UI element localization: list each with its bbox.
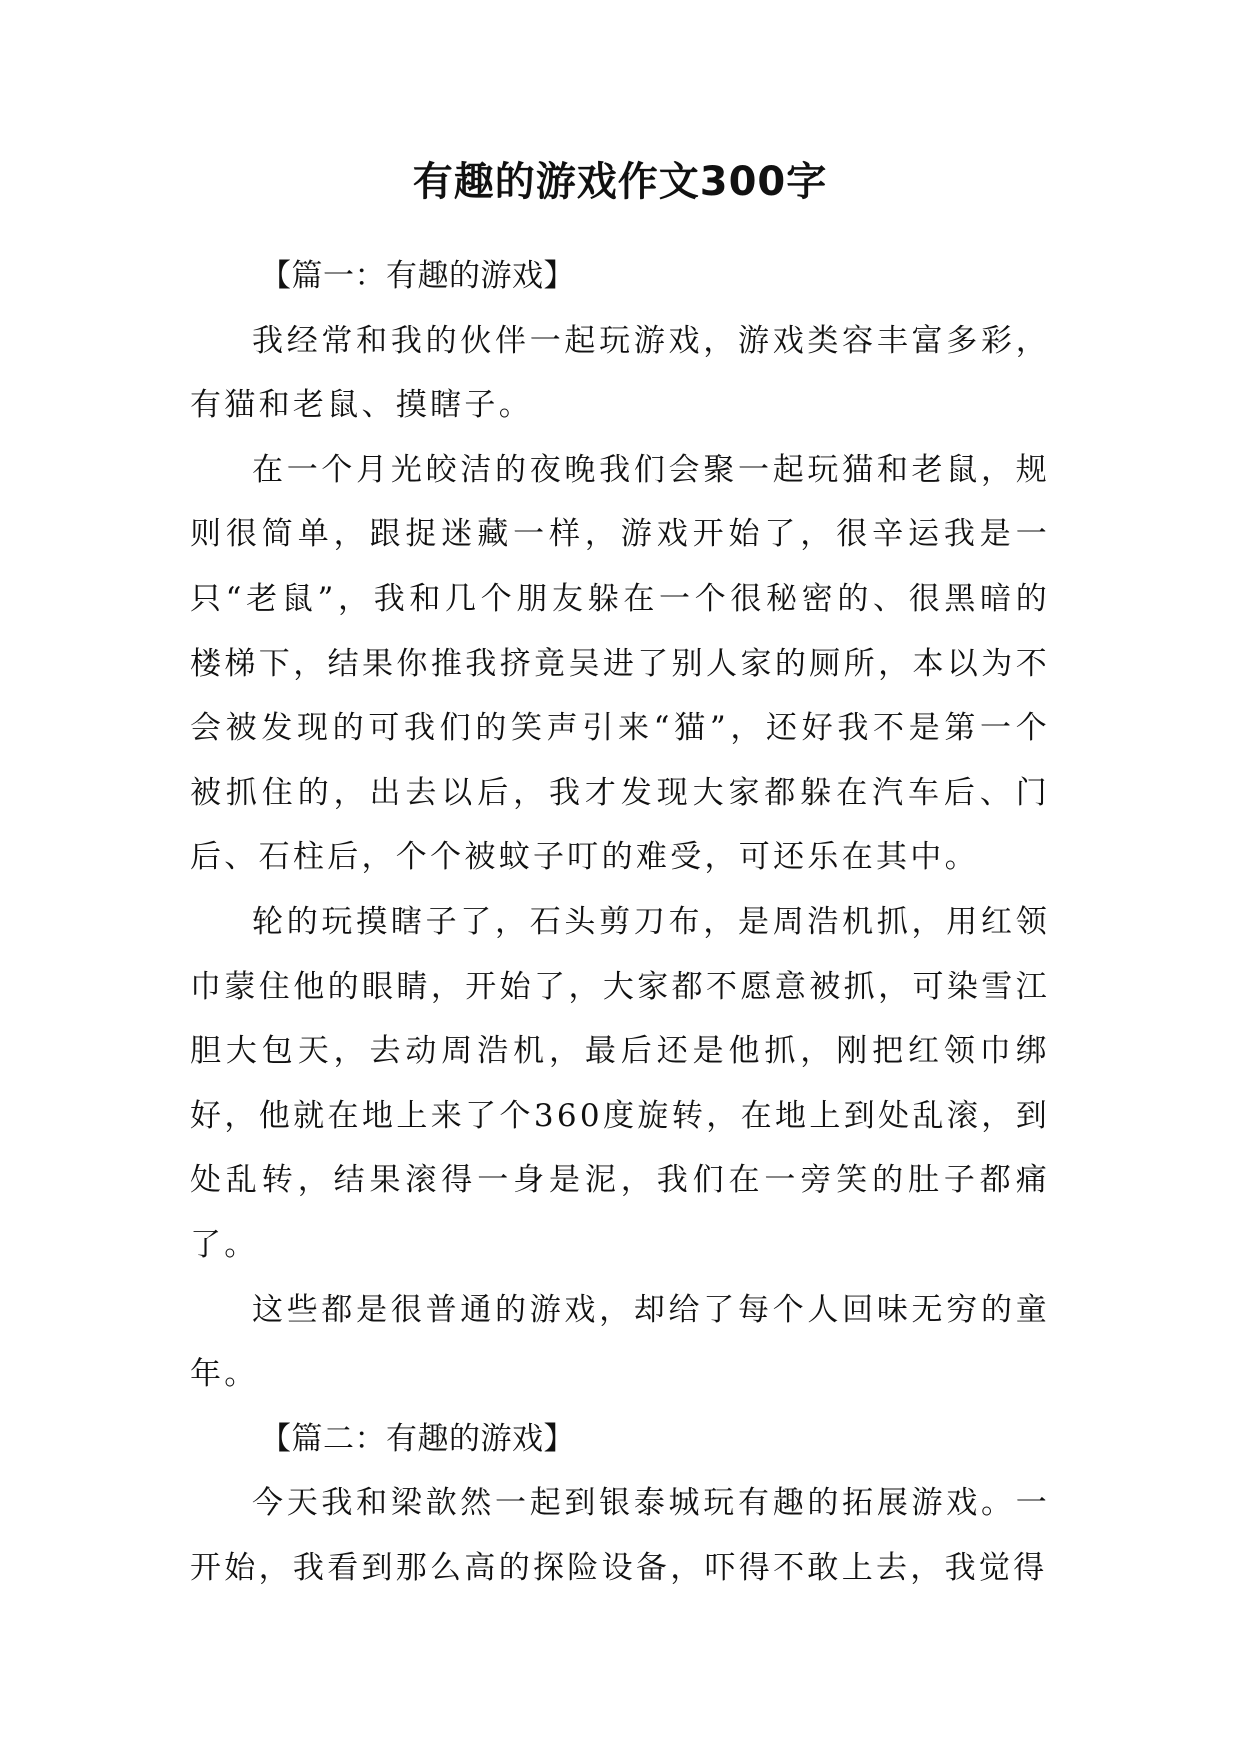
paragraph: 今天我和梁歆然一起到银泰城玩有趣的拓展游戏。一开始，我看到那么高的探险设备，吓得不敢上去，我觉得 xyxy=(190,1485,1050,1586)
paragraph: 这些都是很普通的游戏，却给了每个人回味无穷的童年。 xyxy=(190,1291,1050,1393)
section-heading: 【篇一：有趣的游戏】 xyxy=(260,258,575,294)
section-heading: 【篇二：有趣的游戏】 xyxy=(260,1420,575,1457)
document-body xyxy=(190,244,1050,1600)
paragraph: 我经常和我的伙伴一起玩游戏，游戏类容丰富多彩，有猫和老鼠、摸瞎子。 xyxy=(190,322,1050,424)
paragraph: 轮的玩摸瞎子了，石头剪刀布，是周浩机抓，用红领巾蒙住他的眼睛，开始了，大家都不愿意被抓，可染雪江胆大包天，去动周浩机，最后还是他抓，刚把红领巾绑好，他就在地上来了个360度旋转，在地上到处乱滚，到处乱转，结果滚得一身是泥，我们在一旁笑的肚子都痛了。 xyxy=(190,903,1050,1263)
paragraph: 在一个月光皎洁的夜晚我们会聚一起玩猫和老鼠，规则很简单，跟捉迷藏一样，游戏开始了，很辛运我是一只“老鼠”，我和几个朋友躲在一个很秘密的、很黑暗的楼梯下，结果你推我挤竟吴进了别人家的厕所，本以为不会被发现的可我们的笑声引来“猫”，还好我不是第一个被抓住的，出去以后，我才发现大家都躲在汽车后、门后、石柱后，个个被蚊子叮的难受，可还乐在其中。 xyxy=(190,451,1050,876)
document-title: 有趣的游戏作文300字 xyxy=(412,159,828,205)
